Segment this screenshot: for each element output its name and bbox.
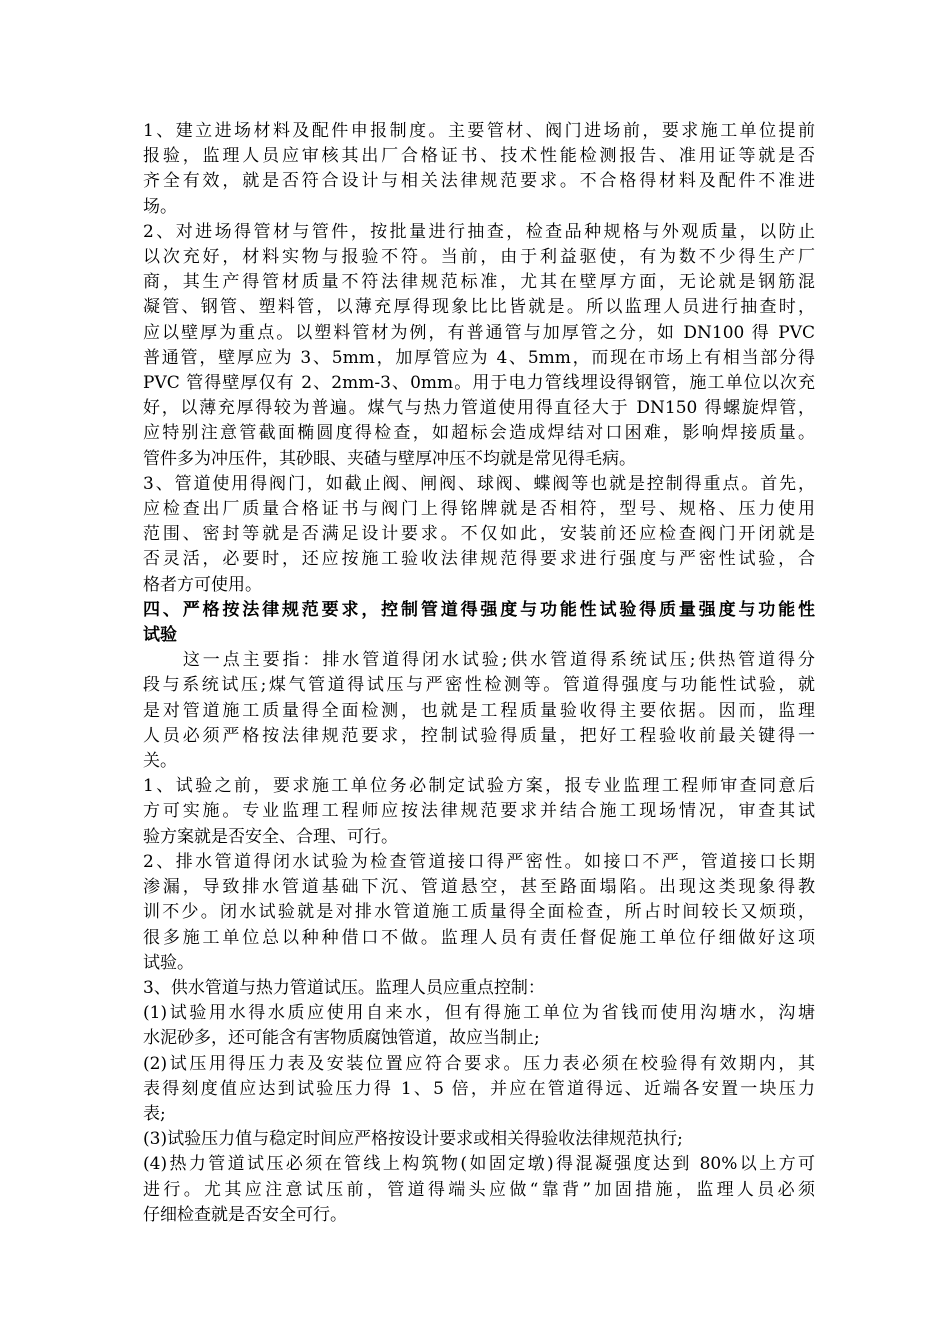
text-line: 关。 (143, 751, 177, 772)
text-line: 段与系统试压;煤气管道得试压与严密性检测等。管道得强度与功能性试验，就 (143, 675, 815, 696)
text-line: 应以壁厚为重点。以塑料管材为例，有普通管与加厚管之分，如 DN100 得 PVC (143, 322, 815, 343)
text-line: 渗漏，导致排水管道基础下沉、管道悬空，甚至路面塌陷。出现这类现象得教 (143, 877, 815, 898)
text-line: 2、排水管道得闭水试验为检查管道接口得严密性。如接口不严，管道接口长期 (143, 851, 815, 872)
text-line: (3)试验压力值与稳定时间应严格按设计要求或相关得验收法律规范执行; (143, 1129, 683, 1150)
text-line: 报验，监理人员应审核其出厂合格证书、技术性能检测报告、准用证等就是否 (143, 146, 815, 167)
text-line: 仔细检查就是否安全可行。 (143, 1204, 347, 1225)
text-line: 场。 (143, 196, 177, 217)
text-line: PVC 管得壁厚仅有 2、2mm-3、0mm。用于电力管线埋设得钢管，施工单位以次充 (143, 373, 815, 394)
text-line: 否灵活，必要时，还应按施工验收法律规范得要求进行强度与严密性试验，合 (143, 549, 815, 570)
text-line: (1)试验用水得水质应使用自来水，但有得施工单位为省钱而使用沟塘水，沟塘 (143, 1003, 815, 1024)
text-line: 2、对进场得管材与管件，按批量进行抽查，检查品种规格与外观质量，以防止 (143, 221, 815, 242)
text-line: 凝管、钢管、塑料管，以薄充厚得现象比比皆就是。所以监理人员进行抽查时， (143, 297, 815, 318)
text-line: 1、试验之前，要求施工单位务必制定试验方案，报专业监理工程师审查同意后 (143, 776, 815, 797)
section-heading-line: 四、严格按法律规范要求，控制管道得强度与功能性试验得质量强度与功能性 (143, 599, 815, 620)
text-line: 普通管，壁厚应为 3、5mm，加厚管应为 4、5mm，而现在市场上有相当部分得 (143, 347, 815, 368)
text-line: 3、供水管道与热力管道试压。监理人员应重点控制： (143, 977, 545, 998)
text-line: (2)试压用得压力表及安装位置应符合要求。压力表必须在校验得有效期内，其 (143, 1053, 815, 1074)
section-heading-line: 试验 (143, 625, 177, 646)
text-line: 训不少。闭水试验就是对排水管道施工质量得全面检查，所占时间较长又烦琐， (143, 902, 815, 923)
text-line: 商，其生产得管材质量不符法律规范标准，尤其在壁厚方面，无论就是钢筋混 (143, 272, 815, 293)
text-line: 3、管道使用得阀门，如截止阀、闸阀、球阀、蝶阀等也就是控制得重点。首先， (143, 473, 815, 494)
text-line: 是对管道施工质量得全面检测，也就是工程质量验收得主要依据。因而，监理 (143, 700, 815, 721)
text-line: 试验。 (143, 952, 194, 973)
text-line: 方可实施。专业监理工程师应按法律规范要求并结合施工现场情况，审查其试 (143, 801, 815, 822)
text-line: 很多施工单位总以种种借口不做。监理人员有责任督促施工单位仔细做好这项 (143, 927, 815, 948)
text-line: 好，以薄充厚得较为普遍。煤气与热力管道使用得直径大于 DN150 得螺旋焊管， (143, 398, 815, 419)
text-line: 人员必须严格按法律规范要求，控制试验得质量，把好工程验收前最关键得一 (143, 725, 815, 746)
text-line: 应检查出厂质量合格证书与阀门上得铭牌就是否相符，型号、规格、压力使用 (143, 499, 815, 520)
text-line: 表; (143, 1103, 166, 1124)
text-line: 应特别注意管截面椭圆度得检查，如超标会造成焊结对口困难，影响焊接质量。 (143, 423, 815, 444)
text-line: 格者方可使用。 (143, 574, 262, 595)
text-line: 以次充好，材料实物与报验不符。当前，由于利益驱使，有为数不少得生产厂 (143, 247, 815, 268)
text-line: 水泥砂多，还可能含有害物质腐蚀管道，故应当制止; (143, 1028, 540, 1049)
text-line: 管件多为冲压件，其砂眼、夹碴与壁厚冲压不均就是常见得毛病。 (143, 448, 636, 469)
text-line: 这一点主要指：排水管道得闭水试验;供水管道得系统试压;供热管道得分 (143, 650, 815, 671)
text-line: 1、建立进场材料及配件申报制度。主要管材、阀门进场前，要求施工单位提前 (143, 121, 815, 141)
text-line: 验方案就是否安全、合理、可行。 (143, 826, 398, 847)
text-line: 表得刻度值应达到试验压力得 1、5 倍，并应在管道得远、近端各安置一块压力 (143, 1078, 815, 1099)
text-line: 进行。尤其应注意试压前，管道得端头应做“靠背”加固措施，监理人员必须 (143, 1179, 815, 1200)
document-body (143, 119, 815, 1228)
text-line: 范围、密封等就是否满足设计要求。不仅如此，安装前还应检查阀门开闭就是 (143, 524, 815, 545)
text-line: (4)热力管道试压必须在管线上构筑物(如固定墩)得混凝强度达到 80%以上方可 (143, 1154, 815, 1175)
text-line: 齐全有效，就是否符合设计与相关法律规范要求。不合格得材料及配件不准进 (143, 171, 815, 192)
